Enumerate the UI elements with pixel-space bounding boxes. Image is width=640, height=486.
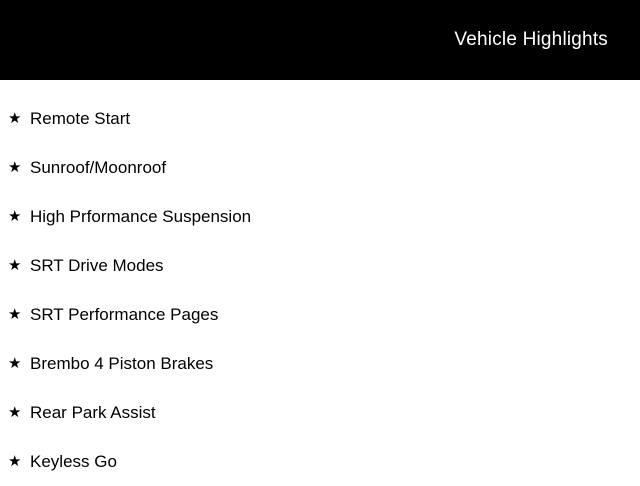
list-item xyxy=(0,241,640,290)
list-item xyxy=(0,143,640,192)
star-icon: ★ xyxy=(8,404,22,421)
list-item xyxy=(0,192,640,241)
highlight-label: SRT Performance Pages xyxy=(30,304,219,324)
star-icon: ★ xyxy=(8,257,22,274)
star-icon: ★ xyxy=(8,208,22,225)
star-icon: ★ xyxy=(8,453,22,470)
star-icon: ★ xyxy=(8,355,22,372)
page-title: Vehicle Highlights xyxy=(454,29,608,50)
highlight-label: Remote Start xyxy=(30,108,131,128)
star-icon: ★ xyxy=(8,159,22,176)
highlight-label: Keyless Go xyxy=(30,451,117,471)
list-item xyxy=(0,339,640,388)
highlight-label: Sunroof/Moonroof xyxy=(30,157,167,177)
highlight-label: Brembo 4 Piston Brakes xyxy=(30,353,214,373)
highlight-label: SRT Drive Modes xyxy=(30,255,164,275)
highlight-label: Rear Park Assist xyxy=(30,402,156,422)
star-icon: ★ xyxy=(8,110,22,127)
highlight-label: High Prformance Suspension xyxy=(30,206,252,226)
page-header xyxy=(0,0,640,80)
list-item xyxy=(0,437,640,486)
star-icon: ★ xyxy=(8,306,22,323)
list-item xyxy=(0,388,640,437)
list-item xyxy=(0,94,640,143)
vehicle-highlights-list xyxy=(0,80,640,486)
list-item xyxy=(0,290,640,339)
